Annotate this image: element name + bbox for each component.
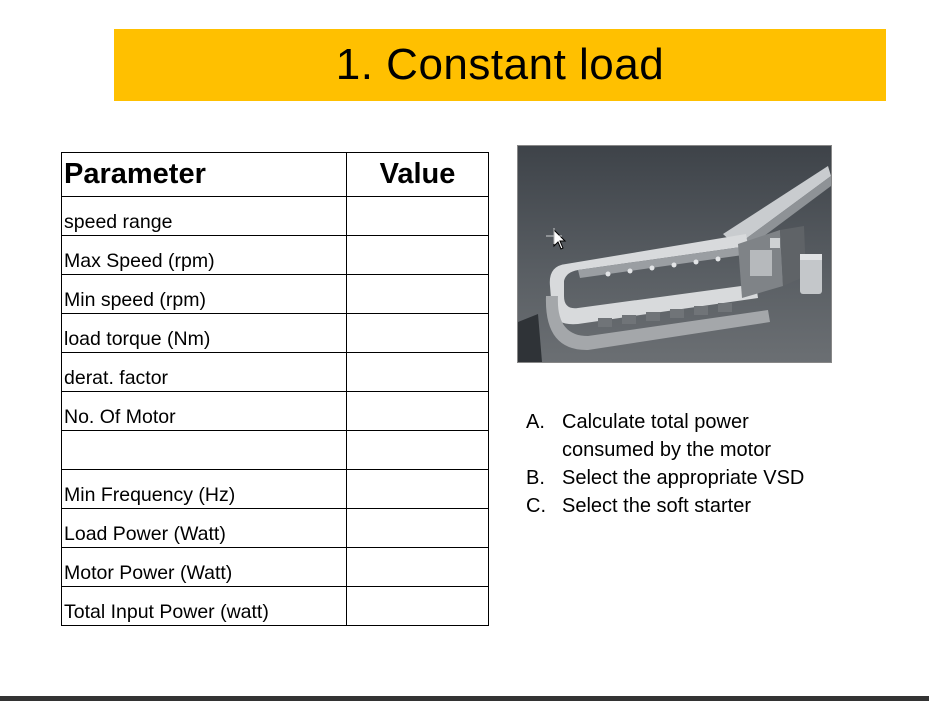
parameter-cell: speed range <box>62 197 347 236</box>
parameter-cell: Min Frequency (Hz) <box>62 470 347 509</box>
table-row <box>62 392 489 431</box>
value-cell <box>347 353 489 392</box>
value-cell <box>347 548 489 587</box>
parameter-table <box>61 152 489 626</box>
value-cell <box>347 392 489 431</box>
title-banner <box>114 29 886 101</box>
value-cell <box>347 587 489 626</box>
value-cell <box>347 509 489 548</box>
table-row <box>62 236 489 275</box>
page-title: 1. Constant load <box>335 40 665 89</box>
parameter-cell: derat. factor <box>62 353 347 392</box>
list-item <box>526 492 846 520</box>
bottom-divider <box>0 696 929 701</box>
value-cell <box>347 236 489 275</box>
list-item <box>526 408 846 464</box>
table-header-row <box>62 153 489 197</box>
list-marker: B. <box>526 467 545 489</box>
table-row <box>62 197 489 236</box>
parameter-cell: Max Speed (rpm) <box>62 236 347 275</box>
table-row <box>62 470 489 509</box>
value-cell <box>347 470 489 509</box>
list-marker: C. <box>526 495 546 517</box>
list-item-text: Calculate total power consumed by the motor <box>562 411 771 461</box>
value-header: Value <box>347 153 489 197</box>
list-marker: A. <box>526 411 545 433</box>
parameter-cell: Load Power (Watt) <box>62 509 347 548</box>
task-list <box>526 408 846 520</box>
table-row <box>62 548 489 587</box>
table-row <box>62 353 489 392</box>
list-item-text: Select the soft starter <box>562 495 751 517</box>
parameter-cell: Total Input Power (watt) <box>62 587 347 626</box>
parameter-cell <box>62 431 347 470</box>
conveyor-illustration <box>518 146 831 362</box>
parameter-header: Parameter <box>62 153 347 197</box>
value-cell <box>347 314 489 353</box>
table-row <box>62 509 489 548</box>
value-cell <box>347 431 489 470</box>
parameter-cell: Min speed (rpm) <box>62 275 347 314</box>
table-row <box>62 431 489 470</box>
conveyor-photo <box>517 145 832 363</box>
table-row <box>62 275 489 314</box>
value-cell <box>347 197 489 236</box>
parameter-cell: No. Of Motor <box>62 392 347 431</box>
table-row <box>62 314 489 353</box>
table-body <box>62 197 489 626</box>
parameter-cell: Motor Power (Watt) <box>62 548 347 587</box>
table-row <box>62 587 489 626</box>
value-cell <box>347 275 489 314</box>
parameter-cell: load torque (Nm) <box>62 314 347 353</box>
list-item-text: Select the appropriate VSD <box>562 467 805 489</box>
list-item <box>526 464 846 492</box>
